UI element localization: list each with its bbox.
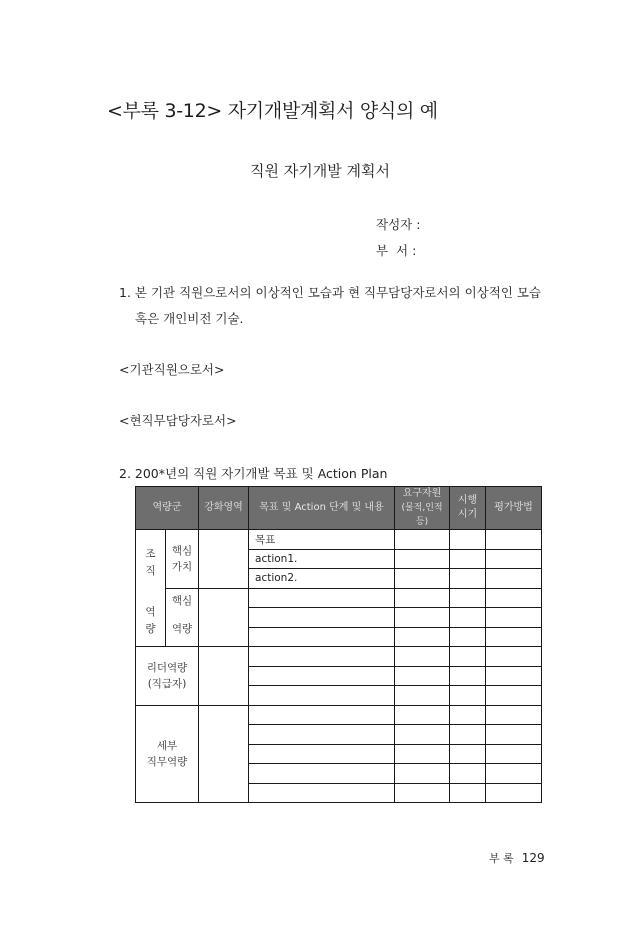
timing-cell[interactable] (450, 783, 486, 803)
resources-cell[interactable] (395, 647, 450, 667)
action2-cell[interactable]: action2. (249, 569, 395, 589)
job-competency-cell (136, 705, 199, 803)
resources-cell[interactable] (395, 588, 450, 608)
resources-cell[interactable] (395, 764, 450, 784)
resources-cell[interactable] (395, 608, 450, 628)
resources-cell[interactable] (395, 530, 450, 550)
table-row (136, 530, 542, 550)
header-resources-label: 요구자원 (402, 488, 442, 499)
goal-cell[interactable] (249, 783, 395, 803)
focus-area-cell[interactable] (199, 530, 249, 589)
evaluation-cell[interactable] (486, 588, 542, 608)
document-title: 직원 자기개발 계획서 (250, 162, 390, 180)
focus-area-cell[interactable] (199, 705, 249, 803)
header-competency-group: 역량군 (136, 487, 199, 530)
goal-cell[interactable] (249, 764, 395, 784)
question-2: 2. 200*년의 직원 자기개발 목표 및 Action Plan (119, 466, 388, 481)
table-header-row (136, 487, 542, 530)
evaluation-cell[interactable] (486, 705, 542, 725)
resources-cell[interactable] (395, 686, 450, 706)
org-competency-cell (136, 530, 166, 647)
evaluation-cell[interactable] (486, 764, 542, 784)
goal-cell[interactable]: 목표 (249, 530, 395, 550)
header-timing-label: 시행 (457, 495, 478, 506)
resources-cell[interactable] (395, 744, 450, 764)
evaluation-cell[interactable] (486, 647, 542, 667)
evaluation-cell[interactable] (486, 549, 542, 569)
header-goal-action: 목표 및 Action 단계 및 내용 (249, 487, 395, 530)
comp-char-2: 량 (145, 623, 156, 635)
timing-cell[interactable] (450, 725, 486, 745)
question-1: 1. 본 기관 직원으로서의 이상적인 모습과 현 직무담당자로서의 이상적인 모습 (119, 285, 542, 300)
timing-cell[interactable] (450, 569, 486, 589)
evaluation-cell[interactable] (486, 744, 542, 764)
section-agency-staff: <기관직원으로서> (119, 362, 225, 377)
table-row (136, 705, 542, 725)
core-values-line-2: 가치 (171, 560, 193, 573)
timing-cell[interactable] (450, 764, 486, 784)
question-1-continued: 혹은 개인비전 기술. (135, 311, 244, 326)
evaluation-cell[interactable] (486, 686, 542, 706)
appendix-title: <부록 3-12> 자기개발계획서 양식의 예 (107, 100, 438, 122)
timing-cell[interactable] (450, 627, 486, 647)
evaluation-cell[interactable] (486, 608, 542, 628)
goal-cell[interactable] (249, 744, 395, 764)
goal-cell[interactable] (249, 627, 395, 647)
timing-cell[interactable] (450, 686, 486, 706)
header-resources (395, 487, 450, 530)
evaluation-cell[interactable] (486, 530, 542, 550)
resources-cell[interactable] (395, 783, 450, 803)
table-row (136, 647, 542, 667)
section-current-role: <현직무담당자로서> (119, 413, 237, 428)
table-row (136, 588, 542, 608)
evaluation-cell[interactable] (486, 783, 542, 803)
timing-cell[interactable] (450, 705, 486, 725)
author-label: 작성자 : (376, 217, 421, 232)
goal-cell[interactable] (249, 686, 395, 706)
leader-line-2: (직급자) (147, 677, 187, 690)
goal-cell[interactable] (249, 705, 395, 725)
resources-cell[interactable] (395, 627, 450, 647)
timing-cell[interactable] (450, 549, 486, 569)
core-competency-line-2: 역량 (171, 622, 193, 635)
timing-cell[interactable] (450, 608, 486, 628)
header-timing-sub: 시기 (457, 509, 478, 520)
core-values-line-1: 핵심 (171, 544, 193, 557)
core-competency-line-1: 핵심 (171, 594, 193, 607)
timing-cell[interactable] (450, 744, 486, 764)
development-plan-table (135, 486, 542, 803)
job-competency-line-2: 직무역량 (146, 755, 188, 768)
leader-line-1: 리더역량 (146, 661, 188, 674)
header-timing (450, 487, 486, 530)
goal-cell[interactable] (249, 647, 395, 667)
comp-char-1: 역 (145, 606, 156, 618)
resources-cell[interactable] (395, 705, 450, 725)
resources-cell[interactable] (395, 666, 450, 686)
header-focus-area: 강화영역 (199, 487, 249, 530)
focus-area-cell[interactable] (199, 588, 249, 647)
leader-competency-cell (136, 647, 199, 706)
evaluation-cell[interactable] (486, 627, 542, 647)
evaluation-cell[interactable] (486, 569, 542, 589)
department-label: 부 서 : (376, 243, 417, 258)
action1-cell[interactable]: action1. (249, 549, 395, 569)
timing-cell[interactable] (450, 588, 486, 608)
org-char-2: 직 (145, 565, 156, 577)
resources-cell[interactable] (395, 725, 450, 745)
goal-cell[interactable] (249, 725, 395, 745)
page-footer (489, 850, 545, 866)
timing-cell[interactable] (450, 647, 486, 667)
goal-cell[interactable] (249, 666, 395, 686)
header-resources-sub: (물적,인적 등) (401, 503, 443, 527)
resources-cell[interactable] (395, 549, 450, 569)
timing-cell[interactable] (450, 530, 486, 550)
evaluation-cell[interactable] (486, 725, 542, 745)
resources-cell[interactable] (395, 569, 450, 589)
goal-cell[interactable] (249, 608, 395, 628)
job-competency-line-1: 세부 (156, 739, 178, 752)
timing-cell[interactable] (450, 666, 486, 686)
core-competency-cell (166, 588, 199, 647)
evaluation-cell[interactable] (486, 666, 542, 686)
goal-cell[interactable] (249, 588, 395, 608)
focus-area-cell[interactable] (199, 647, 249, 706)
page-number: 129 (521, 851, 545, 865)
header-evaluation: 평가방법 (486, 487, 542, 530)
org-char-1: 조 (145, 548, 156, 560)
footer-label: 부 록 (489, 852, 514, 865)
core-values-cell (166, 530, 199, 589)
